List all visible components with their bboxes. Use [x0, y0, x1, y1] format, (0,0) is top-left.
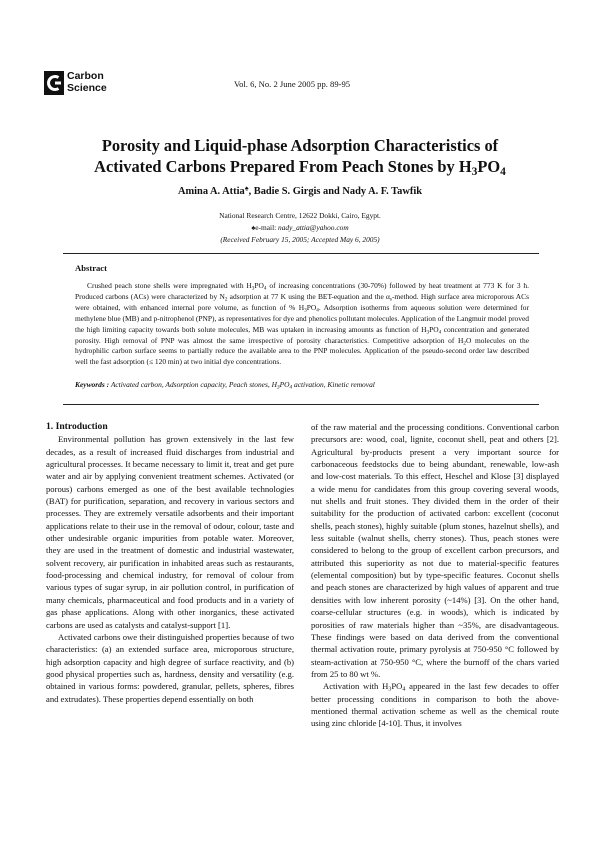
journal-info: Vol. 6, No. 2 June 2005 pp. 89-95 — [234, 79, 351, 89]
right-column — [311, 421, 559, 730]
intro-paragraph-1: Environmental pollution has grown extensively in the last few decades, as a result of increased fluid discharges from industrial and agricultural processes. It became necessary to limit it, treat and get pure water and air by applying convenient treatment schemes. Activated (or porous) carbons emerged as one of the best available technologies (BAT) for purification, separation, and recovery in various sectors and processes. They are extremely versatile adsorbents and their important applications relate to their use in the removal of odour, colour, taste and other undesirable organic impurities from potable water. Moreover, they are used in the treatment of domestic and industrial wastewater, solvent recovery, air purification in inhabited areas such as restaurants, food-processing and chemical industry, for removal of colour from various types of sugar syrup, in air pollution control, in purification of many chemicals, pharmaceutical and food products and in a variety of gas phase applications. Along with other inorganics, these activated carbons are used as catalysts and catalyst-support [1]. — [46, 434, 294, 630]
title-line-2: Activated Carbons Prepared From Peach Stones by $H_3PO_4$ — [94, 157, 506, 178]
paper-title — [40, 135, 560, 177]
other-authors: , Badie S. Girgis and Nady A. F. Tawfik — [248, 186, 422, 197]
logo-line2: Science — [67, 82, 107, 94]
email-line: ♠e-mail: nady_attia@yahoo.com — [251, 223, 349, 232]
institution: National Research Centre, 12622 Dokki, Cairo, Egypt. — [219, 211, 381, 220]
intro-paragraph-3: Activation with $H_3PO_4$ appeared in the last few decades to offer better processing conditions in comparison to both the above-mentioned thermal activation scheme as well as the chemical route using zinc chloride [4-10]. Thus, it involves — [311, 681, 560, 729]
logo-line1: Carbon — [67, 70, 104, 82]
section-heading: 1. Introduction — [46, 421, 108, 432]
authors — [40, 186, 560, 197]
abstract-heading: Abstract — [75, 263, 107, 273]
email-link[interactable]: nady_attia@yahoo.com — [278, 223, 349, 232]
author-1: Amina A. Attia — [178, 186, 245, 197]
carbon-science-logo-icon — [44, 71, 64, 95]
journal-logo — [44, 70, 124, 100]
corresponding-mark: ♠ — [244, 184, 249, 193]
intro-paragraph-2: Activated carbons owe their distinguished properties because of two characteristics: (a) an extended surface area, microporous structure, high adsorption capacity and high degree of surface reactivity, and (b) good physical properties such as, hardness, density and versatility (e.g. obtained in various forms: powdered, granular, pellets, spheres, fibres and extrudates). These properties depend essentially on both — [46, 631, 294, 704]
keywords: Keywords : Activated carbon, Adsorption capacity, Peach stones, $H_3PO_4$ activation, Kinetic removal — [75, 380, 375, 391]
keywords-label: Keywords : — [75, 380, 110, 389]
abstract-text: Crushed peach stone shells were impregnated with $H_3PO_4$ of increasing concentrations (30-70%) followed by heat treatment at 773 K for 3 h. Produced carbons (ACs) were characterized by $N_2$ adsorption at 77 K using the BET-equation and the $\alpha_s$-method. High surface area microporous ACs were obtained, with enhanced internal pore volume, as function of % $H_3PO_4$. Adsorption isotherms from aqueous solution were determined for methylene blue (MB) and p-nitrophenol (PNP), as representatives for dye and phenolics pollutant molecules. Application of the Langmuir model proved the high limiting capacity towards both solute molecules, MB was uptaken in increasing amounts as function of $H_3PO_4$ concentration and generated porosity. High removal of PNP was almost the same irrespective of porosity characteristics. Competitive adsorption of $H_2O$ molecules on the hydrophilic carbon surface seems to partially reduce the available area to the PNP molecules. Application of the pseudo-second order law described well the fast adsorption (≤ 120 min) at two initial dye concentrations. — [75, 281, 530, 367]
intro-paragraph-2-cont: of the raw material and the processing conditions. Conventional carbon precursors are: wood, coal, lignite, coconut shell, peat and others [2]. Agricultural by-products present a very important source for carbonaceous feedstocks due to being abundant, renewable, low-ash and low-cost materials. To this effect, Heschel and Klose [3] displayed a wide menu for candidates from this group covering several woods, nut shells and fruit stones. They divided them in the order of their suitability for the production of activated carbon: excellent (coconut shells, peach stones), highly suitable (plum stones, hazelnut shells), and less suitable (walnut shells, cherry stones). Thus, peach stones were considered to belong to the group of excellent carbon precursors, and attributed this superiority as not due to material-specific features (elemental composition) but by type-specific features. Coconut shells and peach stones are characterized by high values of apparent and true densities with low inherent porosity (~14%) [3]. On the other hand, coarse-cellular structures (e.g. in woods), which is indicated by porosities of raw materials higher than ~35%, are disadvantageous. These findings were based on data derived from the conventional thermal activation route, primary pyrolysis at 750-950 °C followed by steam-activation at 750-950 °C, where the burnoff of the chars varied from 25 to 80 wt %. — [311, 422, 559, 679]
logo-text — [67, 70, 107, 94]
left-column — [46, 421, 294, 705]
title-line-1: Porosity and Liquid-phase Adsorption Characteristics of — [101, 136, 499, 155]
received-dates: (Received February 15, 2005; Accepted May 6, 2005) — [220, 235, 380, 244]
affiliation — [40, 210, 560, 246]
abstract-box — [63, 253, 539, 405]
